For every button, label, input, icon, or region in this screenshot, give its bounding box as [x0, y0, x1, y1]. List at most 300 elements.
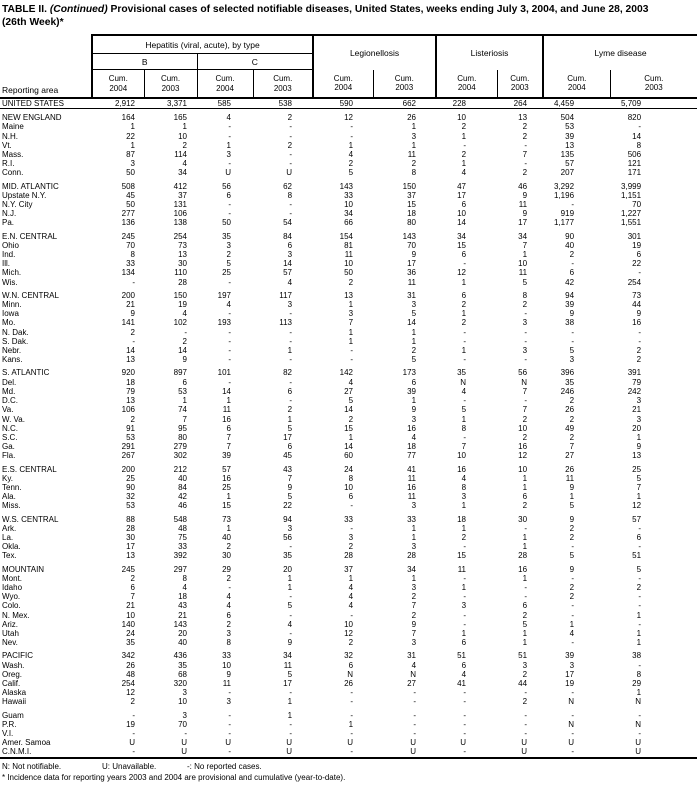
value-cell: 897 — [173, 368, 187, 378]
value-cell: 3 — [287, 300, 293, 310]
value-cell: - — [571, 573, 575, 583]
value-cell: 9 — [287, 638, 293, 648]
column-header-cum-2003: Cum. 2003 — [497, 70, 543, 99]
value-cell: 7 — [226, 432, 231, 442]
value-cell: U — [286, 738, 293, 748]
value-cell: 242 — [627, 386, 642, 396]
value-cell: 228 — [436, 98, 497, 109]
value-cell: 56 — [283, 532, 293, 542]
table-row — [0, 113, 697, 122]
value-cell: - — [228, 377, 231, 387]
value-cell: 106 — [173, 209, 187, 219]
value-cell: 5 — [411, 309, 417, 319]
value-cell: - — [350, 688, 354, 698]
value-cell: 4 — [182, 582, 187, 592]
reporting-area-cell: Idaho — [2, 582, 23, 592]
value-cell: 6 — [130, 582, 135, 592]
value-cell: 1 — [461, 582, 467, 592]
value-cell: N — [635, 697, 642, 707]
value-cell: 143 — [339, 181, 354, 191]
value-cell: - — [413, 719, 417, 729]
reporting-area-cell: MOUNTAIN — [2, 564, 45, 574]
value-cell: 13 — [632, 451, 642, 461]
value-cell: 6 — [461, 660, 467, 670]
table-row — [0, 574, 697, 583]
value-cell: 1 — [522, 573, 528, 583]
value-cell: 277 — [121, 209, 135, 219]
reporting-area-cell: Kans. — [2, 355, 23, 365]
value-cell: 106 — [121, 405, 135, 415]
value-cell: U — [497, 747, 543, 757]
reporting-area-cell: R.I. — [2, 159, 15, 169]
value-cell: 8 — [226, 638, 231, 648]
reporting-area-cell: Amer. Samoa — [2, 738, 51, 748]
value-cell: 2 — [348, 159, 354, 169]
value-cell: 6 — [411, 377, 417, 387]
value-cell: - — [413, 729, 417, 738]
value-cell: 141 — [121, 318, 135, 328]
value-cell: 101 — [217, 368, 231, 378]
value-cell: N — [568, 719, 575, 729]
value-cell: 207 — [560, 168, 575, 178]
value-cell: 1 — [411, 327, 417, 337]
reporting-area-cell: Ky. — [2, 473, 13, 483]
value-cell: - — [132, 277, 135, 287]
reporting-area-cell: Ga. — [2, 442, 15, 452]
table-row — [0, 300, 697, 309]
table-row — [0, 250, 697, 259]
value-cell: U — [521, 738, 528, 748]
reporting-area-cell: Minn. — [2, 300, 22, 310]
table-title — [2, 4, 695, 29]
value-cell: 20 — [178, 628, 187, 638]
value-cell: 2 — [130, 573, 135, 583]
value-cell: 14 — [126, 346, 135, 356]
value-cell: 9 — [522, 209, 528, 219]
value-cell: 6 — [348, 660, 354, 670]
value-cell: 4 — [411, 660, 417, 670]
reporting-area-cell: MID. ATLANTIC — [2, 181, 59, 191]
value-cell: - — [463, 729, 467, 738]
value-cell: - — [413, 688, 417, 698]
value-cell: 5 — [569, 551, 575, 561]
value-cell: - — [571, 638, 575, 648]
value-cell: 11 — [407, 492, 417, 502]
value-cell: 150 — [402, 181, 417, 191]
value-cell: 4 — [182, 309, 187, 319]
value-cell: - — [289, 688, 293, 698]
value-cell: 70 — [632, 200, 642, 210]
value-cell: 12 — [457, 268, 467, 278]
value-cell: 9 — [287, 482, 293, 492]
value-cell: 11 — [407, 473, 417, 483]
reporting-area-cell: Mo. — [2, 318, 16, 328]
value-cell: 29 — [632, 678, 642, 688]
value-cell: 2 — [226, 542, 231, 552]
table-row — [0, 661, 697, 670]
value-cell: 14 — [222, 386, 231, 396]
value-cell: 1 — [348, 432, 354, 442]
value-cell: - — [638, 660, 642, 670]
value-cell: 7 — [411, 628, 417, 638]
value-cell: - — [524, 396, 528, 406]
value-cell: 1,227 — [621, 209, 642, 219]
value-cell: - — [289, 336, 293, 346]
value-cell: 254 — [173, 231, 187, 241]
value-cell: 246 — [560, 386, 575, 396]
value-cell: 16 — [632, 318, 642, 328]
table-row — [0, 638, 697, 647]
value-cell: 7 — [636, 482, 642, 492]
value-cell: - — [463, 432, 467, 442]
value-cell: 5 — [348, 168, 354, 178]
value-cell: 35 — [283, 551, 293, 561]
value-cell: U — [144, 747, 197, 757]
reporting-area-cell: Ark. — [2, 523, 17, 533]
value-cell: 4 — [461, 386, 467, 396]
value-cell: 4 — [348, 582, 354, 592]
legend-not-notifiable: N: Not notifiable. — [2, 761, 62, 771]
table-row — [0, 318, 697, 327]
value-cell: N — [460, 377, 467, 387]
value-cell: 15 — [457, 551, 467, 561]
value-cell: 3 — [411, 300, 417, 310]
value-cell: 392 — [173, 551, 187, 561]
table-row — [0, 451, 697, 460]
value-cell: 193 — [217, 318, 231, 328]
value-cell: 3 — [226, 150, 231, 160]
value-cell: 51 — [457, 651, 467, 661]
reporting-area-cell: NEW ENGLAND — [2, 113, 62, 123]
value-cell: 53 — [126, 432, 135, 442]
value-cell: 164 — [121, 113, 135, 123]
value-cell: 5 — [461, 405, 467, 415]
value-cell: 6 — [226, 190, 231, 200]
value-cell: 42 — [178, 492, 187, 502]
value-cell: 4 — [287, 277, 293, 287]
reporting-area-cell: W. Va. — [2, 414, 25, 424]
value-cell: 9 — [411, 250, 417, 260]
value-cell: 5 — [287, 492, 293, 502]
value-cell: 57 — [222, 464, 231, 474]
table-row — [0, 483, 697, 492]
value-cell: 19 — [126, 719, 135, 729]
value-cell: - — [132, 336, 135, 346]
reporting-area-cell: Ala. — [2, 492, 16, 502]
value-cell: 140 — [121, 619, 135, 629]
reporting-area-cell: C.N.M.I. — [0, 747, 92, 757]
value-cell: 16 — [457, 464, 467, 474]
value-cell: 197 — [217, 290, 231, 300]
value-cell: 3 — [226, 628, 231, 638]
value-cell: 2 — [411, 346, 417, 356]
table-row — [0, 747, 697, 757]
value-cell: - — [463, 140, 467, 150]
value-cell: 2 — [522, 501, 528, 511]
value-cell: 38 — [632, 651, 642, 661]
value-cell: 2 — [569, 396, 575, 406]
value-cell: 2 — [522, 414, 528, 424]
value-cell: 13 — [126, 396, 135, 406]
reporting-area-cell: N.C. — [2, 423, 18, 433]
column-header-cum-2004: Cum. 2004 — [436, 70, 497, 99]
hepatitis-group-header: Hepatitis (viral, acute), by type — [92, 35, 313, 54]
value-cell: 22 — [126, 131, 135, 141]
value-cell: - — [228, 346, 231, 356]
value-cell: 2 — [522, 122, 528, 132]
value-cell: U — [225, 168, 231, 178]
reporting-area-cell: P.R. — [2, 719, 17, 729]
value-cell: 10 — [178, 697, 187, 707]
value-cell: 2 — [522, 168, 528, 178]
column-header-cum-2003: Cum. 2003 — [253, 70, 313, 99]
table-row — [0, 337, 697, 346]
value-cell: 3 — [130, 159, 135, 169]
value-cell: 1 — [287, 346, 293, 356]
table-row — [0, 291, 697, 300]
table-row — [0, 533, 697, 542]
value-cell: 2 — [569, 414, 575, 424]
value-cell: 30 — [126, 532, 135, 542]
value-cell: 4 — [411, 432, 417, 442]
value-cell: 14 — [457, 218, 467, 228]
value-cell: - — [313, 747, 373, 757]
value-cell: 3 — [522, 346, 528, 356]
value-cell: 21 — [126, 300, 135, 310]
value-cell: 77 — [407, 451, 417, 461]
reporting-area-cell: Miss. — [2, 501, 21, 511]
value-cell: 10 — [222, 660, 231, 670]
value-cell: 3 — [411, 582, 417, 592]
value-cell: 29 — [222, 564, 231, 574]
value-cell: 57 — [632, 514, 642, 524]
reporting-area-cell: Va. — [2, 405, 14, 415]
value-cell: 1 — [636, 688, 642, 698]
value-cell: - — [638, 336, 642, 346]
value-cell: - — [571, 710, 575, 720]
value-cell: 15 — [344, 423, 354, 433]
value-cell: - — [638, 268, 642, 278]
value-cell: 18 — [178, 592, 187, 602]
value-cell: 412 — [173, 181, 187, 191]
value-cell: 43 — [283, 464, 293, 474]
value-cell: 25 — [126, 473, 135, 483]
value-cell: 48 — [126, 669, 135, 679]
value-cell: 10 — [457, 209, 467, 219]
value-cell: 75 — [178, 532, 187, 542]
value-cell: - — [289, 327, 293, 337]
value-cell: U — [181, 738, 187, 748]
value-cell: 10 — [518, 464, 528, 474]
value-cell: - — [413, 710, 417, 720]
value-cell: 9 — [636, 309, 642, 319]
value-cell: 301 — [627, 231, 642, 241]
value-cell: - — [228, 209, 231, 219]
value-cell: - — [228, 355, 231, 365]
value-cell: U — [286, 168, 293, 178]
value-cell: 2 — [130, 697, 135, 707]
value-cell: 35 — [222, 231, 231, 241]
value-cell: 1 — [411, 396, 417, 406]
legend-line — [2, 762, 695, 772]
value-cell: 1 — [130, 140, 135, 150]
reporting-area-cell: N.H. — [2, 131, 18, 141]
value-cell: 1 — [522, 628, 528, 638]
value-cell: 53 — [126, 501, 135, 511]
value-cell: - — [228, 582, 231, 592]
table-row — [0, 378, 697, 387]
value-cell: - — [413, 697, 417, 707]
value-cell: - — [463, 542, 467, 552]
value-cell: 1 — [348, 140, 354, 150]
reporting-area-cell: Guam — [2, 710, 24, 720]
value-cell: - — [463, 710, 467, 720]
value-cell: 16 — [407, 423, 417, 433]
value-cell: 1 — [226, 523, 231, 533]
value-cell: 33 — [344, 514, 354, 524]
value-cell: 33 — [407, 514, 417, 524]
reporting-area-cell: Mass. — [2, 150, 24, 160]
value-cell: 3 — [411, 501, 417, 511]
table-row — [0, 492, 697, 501]
value-cell: 3 — [522, 660, 528, 670]
value-cell: N — [568, 697, 575, 707]
value-cell: 5 — [226, 259, 231, 269]
value-cell: 12 — [126, 688, 135, 698]
value-cell: 73 — [632, 290, 642, 300]
value-cell: 5 — [348, 396, 354, 406]
value-cell: 9 — [182, 355, 187, 365]
value-cell: - — [350, 710, 354, 720]
value-cell: 9 — [130, 309, 135, 319]
reporting-area-cell: Okla. — [2, 542, 21, 552]
value-cell: 10 — [518, 259, 528, 269]
value-cell: 34 — [518, 231, 528, 241]
value-cell: 134 — [121, 268, 135, 278]
value-cell: 4 — [182, 159, 187, 169]
value-cell: 7 — [522, 150, 528, 160]
value-cell: - — [463, 259, 467, 269]
value-cell: 87 — [126, 150, 135, 160]
value-cell: 80 — [407, 218, 417, 228]
reporting-area-cell: Wash. — [2, 660, 25, 670]
value-cell: 5,709 — [610, 98, 697, 109]
value-cell: 11 — [407, 150, 417, 160]
value-cell: 6 — [182, 377, 187, 387]
value-cell: 13 — [518, 113, 528, 123]
value-cell: 2 — [348, 414, 354, 424]
value-cell: 34 — [407, 564, 417, 574]
value-cell: - — [228, 131, 231, 141]
value-cell: - — [289, 200, 293, 210]
table-body — [0, 98, 697, 758]
value-cell: 143 — [173, 619, 187, 629]
reporting-area-cell: Ohio — [2, 240, 19, 250]
table-row — [0, 515, 697, 524]
value-cell: - — [463, 336, 467, 346]
value-cell: - — [524, 710, 528, 720]
value-cell: 7 — [522, 405, 528, 415]
value-cell: 121 — [627, 159, 642, 169]
value-cell: 19 — [565, 678, 575, 688]
value-cell: 13 — [126, 551, 135, 561]
value-cell: - — [524, 327, 528, 337]
value-cell: 1 — [522, 250, 528, 260]
value-cell: 2 — [461, 150, 467, 160]
reporting-area-cell: Oreg. — [2, 669, 23, 679]
value-cell: 6 — [461, 200, 467, 210]
value-cell: 26 — [565, 405, 575, 415]
value-cell: - — [350, 610, 354, 620]
reporting-area-cell: N. Dak. — [2, 327, 29, 337]
value-cell: - — [92, 747, 144, 757]
value-cell: 32 — [126, 492, 135, 502]
value-cell: 51 — [518, 651, 528, 661]
value-cell: 25 — [222, 482, 231, 492]
value-cell: 95 — [178, 423, 187, 433]
value-cell: 84 — [178, 482, 187, 492]
value-cell: 51 — [632, 551, 642, 561]
value-cell: 3 — [348, 309, 354, 319]
value-cell: 7 — [461, 442, 467, 452]
table-title-line2: (26th Week)* — [2, 16, 64, 28]
reporting-area-cell: N. Mex. — [2, 610, 30, 620]
value-cell: - — [350, 122, 354, 132]
value-cell: 30 — [518, 514, 528, 524]
legionellosis-group-header: Legionellosis — [313, 35, 436, 70]
value-cell: 1 — [461, 414, 467, 424]
reporting-area-cell: Fla. — [2, 451, 16, 461]
value-cell: 4 — [348, 377, 354, 387]
value-cell: 48 — [178, 523, 187, 533]
value-cell: 11 — [222, 405, 231, 415]
reporting-area-cell: Nebr. — [2, 346, 22, 356]
value-cell: 2 — [348, 542, 354, 552]
value-cell: 50 — [126, 168, 135, 178]
value-cell: 1,551 — [621, 218, 642, 228]
reporting-area-cell: S. Dak. — [2, 336, 29, 346]
table-row — [0, 168, 697, 177]
reporting-area-cell: E.S. CENTRAL — [2, 464, 57, 474]
lyme-disease-group-header: Lyme disease — [543, 35, 697, 70]
value-cell: 1 — [522, 473, 528, 483]
value-cell: 11 — [457, 564, 467, 574]
value-cell: 920 — [121, 368, 135, 378]
value-cell: 2 — [522, 697, 528, 707]
value-cell: 45 — [283, 451, 293, 461]
value-cell: U — [347, 738, 354, 748]
value-cell: 154 — [339, 231, 354, 241]
value-cell: 254 — [121, 678, 135, 688]
value-cell: 50 — [222, 218, 231, 228]
table-row — [0, 132, 697, 141]
value-cell: 17 — [283, 678, 293, 688]
value-cell: 3 — [569, 355, 575, 365]
value-cell: 5 — [636, 564, 642, 574]
value-cell: 173 — [402, 368, 417, 378]
value-cell: - — [524, 719, 528, 729]
value-cell: 2 — [226, 619, 231, 629]
value-cell: 14 — [344, 405, 354, 415]
table-row — [0, 433, 697, 442]
value-cell: 14 — [178, 346, 187, 356]
value-cell: 28 — [407, 551, 417, 561]
value-cell: 70 — [126, 240, 135, 250]
value-cell: 28 — [126, 523, 135, 533]
value-cell: 4 — [569, 628, 575, 638]
reporting-area-cell: Colo. — [2, 601, 21, 611]
title-continued-italic: (Continued) — [49, 4, 108, 15]
